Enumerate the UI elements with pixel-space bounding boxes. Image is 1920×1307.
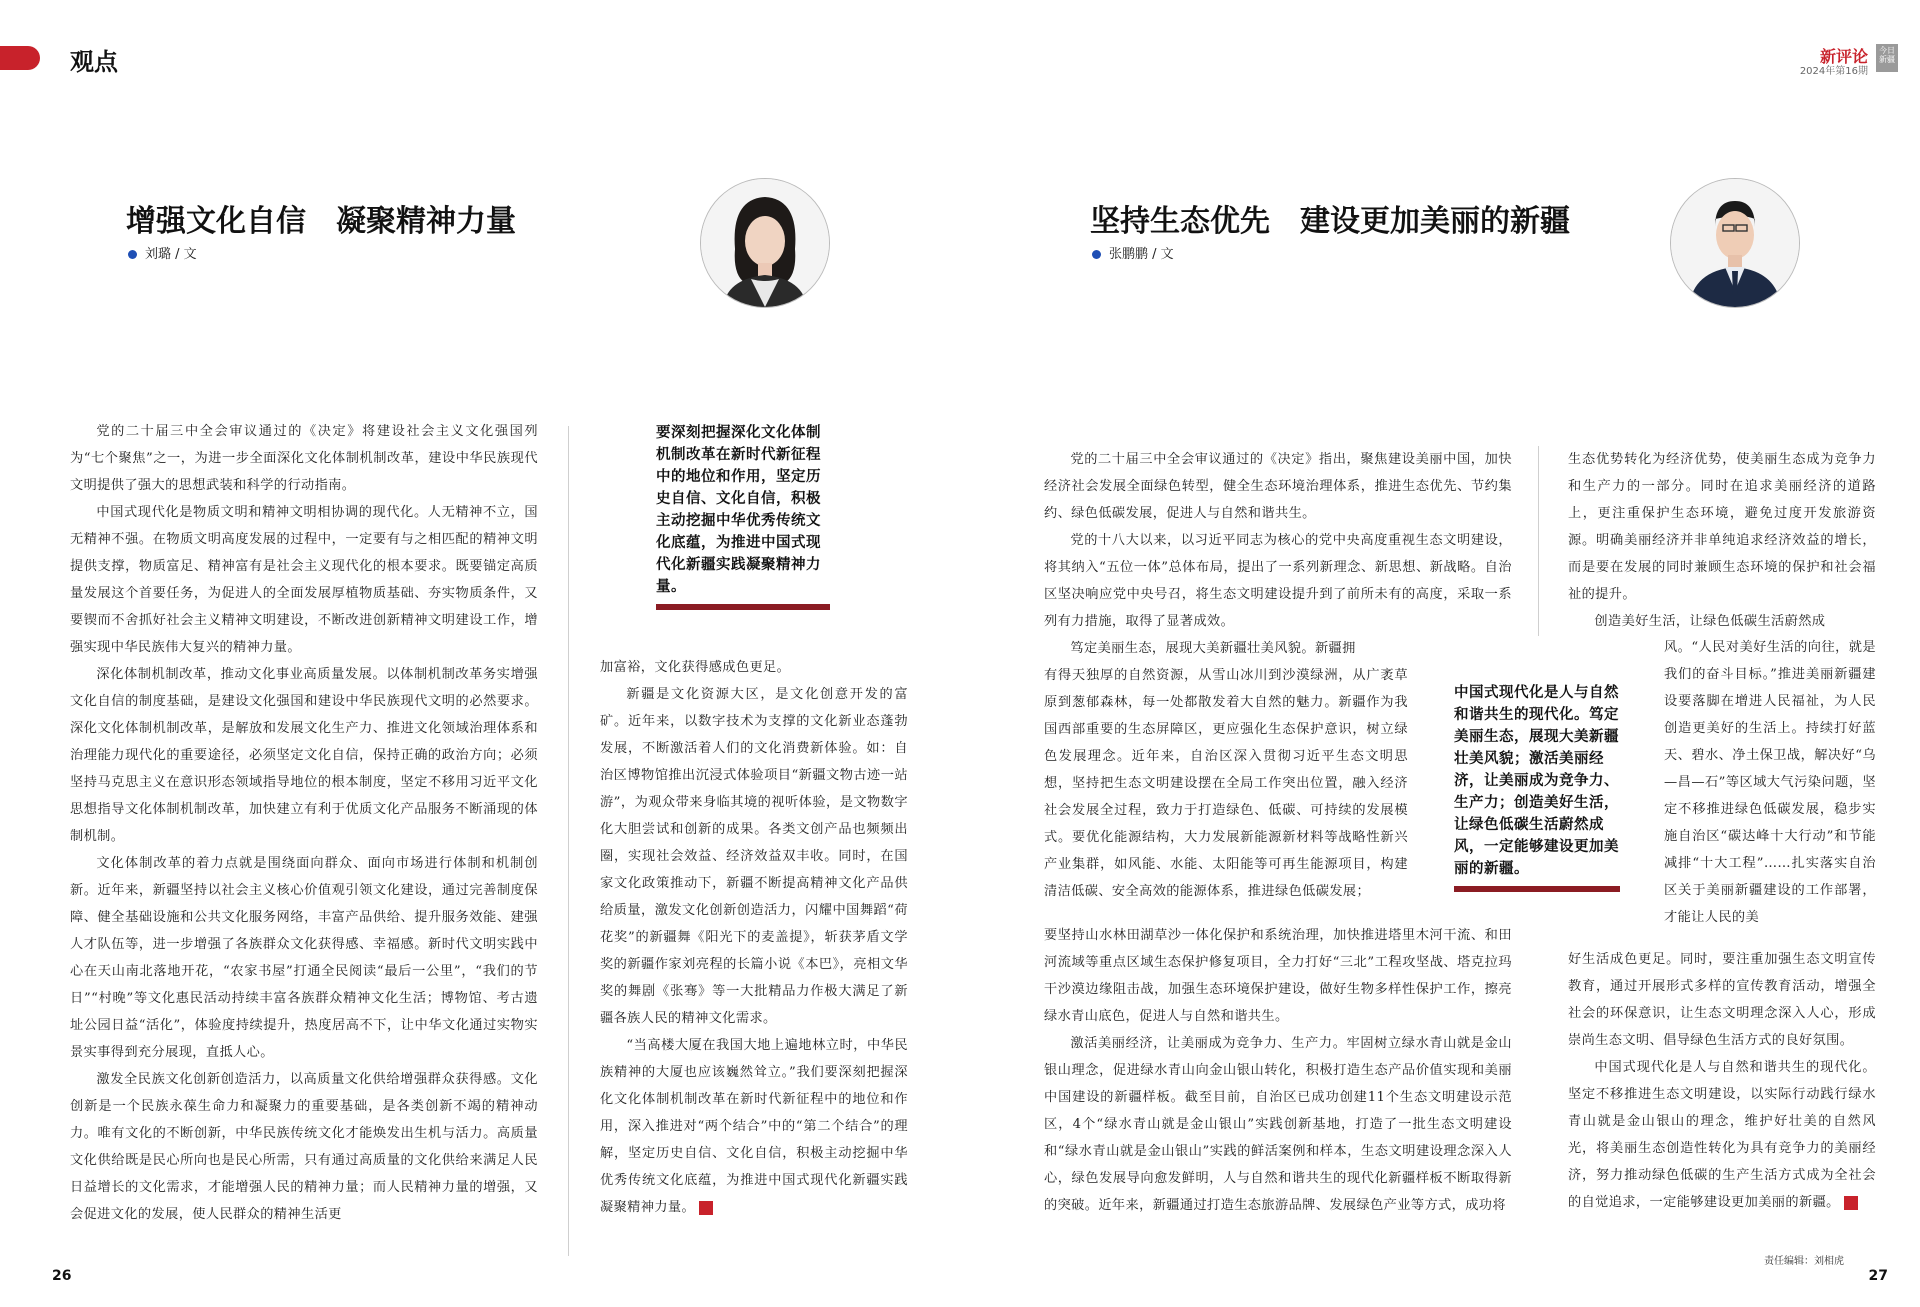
- left-col2-closing-text: “当高楼大厦在我国大地上遍地林立时，中华民族精神的大厦也应该巍然耸立。”我们要深刻把握深化文化体制机制改革在新时代新征程中的地位和作用，深入推进对“两个结合”中的“第二个结合”的理解，坚定历史自信、文化自信，积极主动挖掘中华优秀传统文化底蕴，为推进中国式现代化新疆实践凝聚精神力量。: [600, 1038, 908, 1215]
- magazine-name: 新评论: [1819, 47, 1868, 66]
- right-pull-quote-bar: [1454, 886, 1620, 892]
- left-article-column-1: [70, 418, 538, 1228]
- right-byline: [1092, 243, 1174, 262]
- left-author-portrait: [700, 178, 830, 308]
- left-byline: [128, 243, 197, 262]
- section-label: 观点: [70, 47, 118, 76]
- right-article-column-1-bottom: [1044, 922, 1512, 1219]
- left-author: 刘璐: [145, 247, 172, 262]
- left-column-divider: [568, 426, 569, 1256]
- right-col1-paragraph: 党的十八大以来，以习近平同志为核心的党中央高度重视生态文明建设，将其纳入“五位一体”总体布局，提出了一系列新理念、新思想、新战略。自治区坚决响应党中央号召，将生态文明建设提升到了前所未有的高度，采取一系列有力措施，取得了显著成效。: [1044, 533, 1512, 629]
- left-pull-quote-bar: [656, 604, 830, 610]
- left-article-title: [126, 196, 516, 240]
- left-col1-paragraph: 党的二十届三中全会审议通过的《决定》将建设社会主义文化强国列为“七个聚焦”之一，为进一步全面深化文化体制机制改革，建设中华民族现代文明提供了强大的思想武装和科学的行动指南。: [70, 424, 538, 493]
- right-col2-paragraph: [1568, 1054, 1876, 1216]
- left-col2-paragraph: [600, 1032, 908, 1221]
- bullet-dot-icon: [1092, 250, 1101, 259]
- right-author-suffix: / 文: [1152, 247, 1174, 262]
- right-col2-paragraph: 创造美好生活，让绿色低碳生活蔚然成: [1594, 614, 1826, 629]
- right-col2-paragraph: 生态优势转化为经济优势，使美丽生态成为竞争力和生产力的一部分。同时在追求美丽经济的道路上，更注重保护生态环境，避免过度开发旅游资源。明确美丽经济并非单纯追求经济效益的增长，而是要在发展的同时兼顾生态环境的保护和社会福祉的提升。: [1568, 452, 1876, 602]
- article-end-mark-icon: J: [1844, 1196, 1858, 1210]
- left-col1-paragraph: 中国式现代化是物质文明和精神文明相协调的现代化。人无精神不立，国无精神不强。在物质文明高度发展的过程中，一定要有与之相匹配的精神文明提供支撑，物质富足、精神富有是社会主义现代化的根本要求。既要锚定高质量发展这个首要任务，为促进人的全面发展厚植物质基础、夯实物质条件，又要锲而不舍抓好社会主义精神文明建设，不断改进创新精神文明建设工作，增强实现中华民族伟大复兴的精神力量。: [70, 505, 538, 655]
- left-col1-paragraph: 文化体制改革的着力点就是围绕面向群众、面向市场进行体制和机制创新。近年来，新疆坚持以社会主义核心价值观引领文化建设，通过完善制度保障、健全基础设施和公共文化服务网络，丰富产品供给、提升服务效能、建强人才队伍等，进一步增强了各族群众文化获得感、幸福感。新时代文明实践中心在天山南北落地开花，“农家书屋”打通全民阅读“最后一公里”，“我们的节日”“村晚”等文化惠民活动持续丰富各族群众精神文化生活；博物馆、考古遗址公园日益“活化”，体验度持续提升，热度居高不下，让中华文化通过实物实景实事得到充分展现，直抵人心。: [70, 856, 538, 1060]
- magazine-issue: 2024年第16期: [1799, 66, 1868, 77]
- right-col1-paragraph: 激活美丽经济，让美丽成为竞争力、生产力。牢固树立绿水青山就是金山银山理念，促进绿水青山向金山银山转化，积极打造生态产品价值实现和美丽中国建设的新疆样板。截至目前，自治区已成功创建11个生态文明建设示范区，4个“绿水青山就是金山银山”实践创新基地，打造了一批生态文明建设和“绿水青山就是金山银山”实践的鲜活案例和样本，生态文明建设理念深入人心，绿色发展导向愈发鲜明，人与自然和谐共生的现代化新疆样板不断取得新的突破。近年来，新疆通过打造生态旅游品牌、发展绿色产业等方式，成功将: [1044, 1036, 1512, 1213]
- page-number-right: 27: [1868, 1268, 1888, 1284]
- left-title-part-a: 增强文化自信: [126, 204, 306, 239]
- right-col2-paragraph: 风。“人民对美好生活的向往，就是我们的奋斗目标。”推进美丽新疆建设要落脚在增进人民福祉，为人民创造更美好的生活上。持续打好蓝天、碧水、净土保卫战，解决好“乌—昌—石”等区域大气污染问题，坚定不移推进绿色低碳发展，稳步实施自治区“碳达峰十大行动”和节能减排“十大工程”……扎实落实自治区关于美丽新疆建设的工作部署，才能让人民的美: [1664, 640, 1876, 925]
- right-article-column-2-mid: [1664, 634, 1876, 931]
- left-col2-paragraph: 新疆是文化资源大区，是文化创意开发的富矿。近年来，以数字技术为支撑的文化新业态蓬勃发展，不断激活着人们的文化消费新体验。如：自治区博物馆推出沉浸式体验项目“新疆文物古迹一站游”，为观众带来身临其境的视听体验，是文物数字化大胆尝试和创新的成果。各类文创产品也频频出圈，实现社会效益、经济效益双丰收。同时，在国家文化政策推动下，新疆不断提高精神文化产品供给质量，激发文化创新创造活力，闪耀中国舞蹈“荷花奖”的新疆舞《阳光下的麦盖提》，斩获茅盾文学奖的新疆作家刘亮程的长篇小说《本巴》，亮相文华奖的舞剧《张骞》等一大批精品力作极大满足了新疆各族人民的精神文化需求。: [600, 687, 908, 1026]
- left-col1-paragraph: 深化体制机制改革，推动文化事业高质量发展。以体制机制改革务实增强文化自信的制度基础，是建设文化强国和建设中华民族现代文明的必然要求。深化文化体制机制改革，是解放和发展文化生产力、推进文化领域治理体系和治理能力现代化的重要途径，必须坚定文化自信，保持正确的政治方向；必须坚持马克思主义在意识形态领域指导地位的根本制度，坚定不移用习近平文化思想指导文化体制机制改革，加快建立有利于优质文化产品服务不断涌现的体制机制。: [70, 667, 538, 844]
- right-article-column-1-mid: [1044, 662, 1408, 905]
- right-author: 张鹏鹏: [1109, 247, 1149, 262]
- right-article-column-1-top: [1044, 446, 1512, 662]
- right-col1-paragraph: 党的二十届三中全会审议通过的《决定》指出，聚焦建设美丽中国，加快经济社会发展全面绿色转型，健全生态环境治理体系，推进生态优先、节约集约、绿色低碳发展，促进人与自然和谐共生。: [1044, 452, 1512, 521]
- left-pull-quote: 要深刻把握深化文化体制机制改革在新时代新征程中的地位和作用，坚定历史自信、文化自信，积极主动挖掘中华优秀传统文化底蕴，为推进中国式现代化新疆实践凝聚精神力量。: [656, 425, 821, 595]
- right-title-part-a: 坚持生态优先: [1090, 204, 1270, 239]
- right-article-column-2-top: [1568, 446, 1876, 635]
- right-author-portrait: [1670, 178, 1800, 308]
- portrait-male-icon: [1671, 179, 1799, 307]
- bullet-dot-icon: [128, 250, 137, 259]
- right-col2-closing-text: 中国式现代化是人与自然和谐共生的现代化。坚定不移推进生态文明建设，以实际行动践行绿水青山就是金山银山的理念，维护好壮美的自然风光，将美丽生态创造性转化为具有竞争力的美丽经济，努力推动绿色低碳的生产生活方式成为全社会的自觉追求，一定能够建设更加美丽的新疆。: [1568, 1060, 1876, 1210]
- right-col1-paragraph: 有得天独厚的自然资源，从雪山冰川到沙漠绿洲，从广袤草原到葱郁森林，每一处都散发着大自然的魅力。新疆作为我国西部重要的生态屏障区，更应强化生态保护意识，树立绿色发展理念。近年来，自治区深入贯彻习近平生态文明思想，坚持把生态文明建设摆在全局工作突出位置，融入经济社会发展全过程，致力于打造绿色、低碳、可持续的发展模式。要优化能源结构，大力发展新能源新材料等战略性新兴产业集群，如风能、水能、太阳能等可再生能源项目，构建清洁低碳、安全高效的能源体系，推进绿色低碳发展；: [1044, 668, 1408, 899]
- page-number-left: 26: [52, 1268, 72, 1284]
- section-tab-marker: [0, 46, 40, 70]
- right-title-part-b: 建设更加美丽的新疆: [1300, 204, 1570, 239]
- right-col1-paragraph: 要坚持山水林田湖草沙一体化保护和系统治理，加快推进塔里木河干流、和田河流域等重点区域生态保护修复项目，全力打好“三北”工程攻坚战、塔克拉玛干沙漠边缘阻击战，加强生态环境保护建设，做好生物多样性保护工作，擦亮绿水青山底色，促进人与自然和谐共生。: [1044, 928, 1512, 1024]
- right-col1-paragraph: 笃定美丽生态，展现大美新疆壮美风貌。新疆拥: [1070, 641, 1356, 656]
- left-title-part-b: 凝聚精神力量: [336, 204, 516, 239]
- left-author-suffix: / 文: [175, 247, 197, 262]
- left-article-column-2: [600, 654, 908, 1221]
- left-col1-paragraph: 激发全民族文化创新创造活力，以高质量文化供给增强群众获得感。文化创新是一个民族永葆生命力和凝聚力的重要基础，是各类创新不竭的精神动力。唯有文化的不断创新，中华民族传统文化才能焕发出生机与活力。高质量文化供给既是民心所向也是民心所需，只有通过高质量的文化供给来满足人民日益增长的文化需求，才能增强人民的精神力量；而人民精神力量的增强，又会促进文化的发展，使人民群众的精神生活更: [70, 1072, 538, 1222]
- right-col2-paragraph: 好生活成色更足。同时，要注重加强生态文明宣传教育，通过开展形式多样的宣传教育活动，增强全社会的环保意识，让生态文明理念深入人心，形成崇尚生态文明、倡导绿色生活方式的良好氛围。: [1568, 952, 1876, 1048]
- right-pull-quote: 中国式现代化是人与自然和谐共生的现代化。笃定美丽生态，展现大美新疆壮美风貌；激活美丽经济，让美丽成为竞争力、生产力；创造美好生活，让绿色低碳生活蔚然成风，一定能够建设更加美丽的新疆。: [1454, 685, 1619, 877]
- responsible-editor: 责任编辑：刘相虎: [1764, 1256, 1844, 1267]
- right-article-title: [1090, 196, 1570, 240]
- article-end-mark-icon: J: [699, 1201, 713, 1215]
- magazine-logo: 今日新疆: [1876, 44, 1898, 72]
- left-col2-paragraph: 加富裕，文化获得感成色更足。: [600, 660, 791, 675]
- portrait-female-icon: [701, 179, 829, 307]
- right-column-divider: [1538, 446, 1539, 636]
- right-article-column-2-bottom: [1568, 946, 1876, 1216]
